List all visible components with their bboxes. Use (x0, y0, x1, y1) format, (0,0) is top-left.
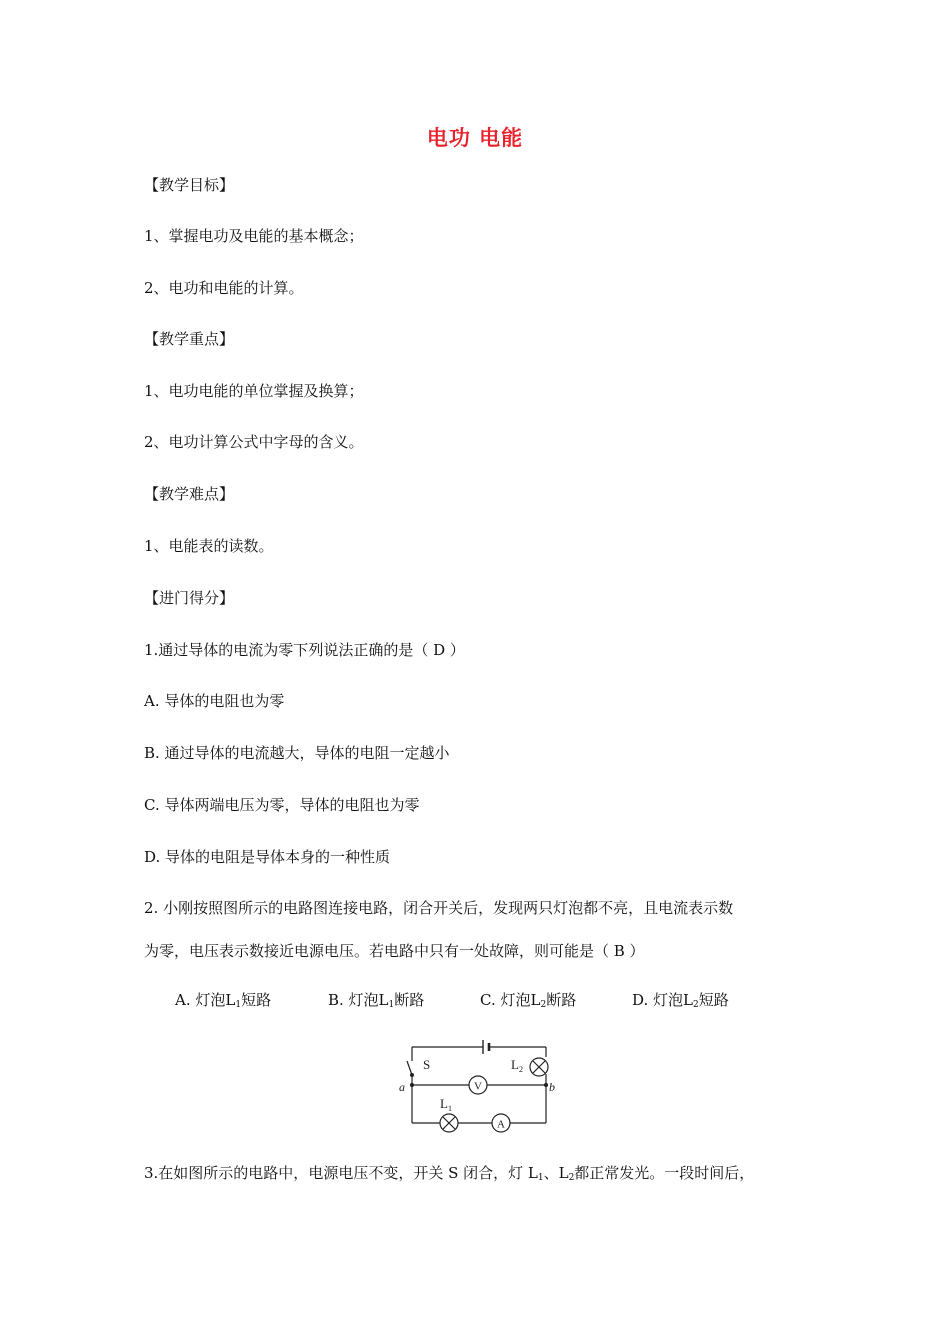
key-points-header: 【教学重点】 (144, 330, 235, 348)
lamp-l1-label: $L_1$ (440, 1096, 452, 1113)
question-2-option-a: A. 灯泡$L_1$短路 (175, 991, 272, 1010)
question-3-stem: 3.在如图所示的电路中，电源电压不变，开关 S 闭合，灯 $L_1$、$L_2$都正常发光。一段时间后， (144, 1164, 755, 1183)
question-1-stem: 1.通过导体的电流为零下列说法正确的是（ D ） (144, 641, 465, 659)
difficulties-header: 【教学难点】 (144, 485, 235, 503)
svg-text:V: V (474, 1080, 482, 1093)
key-point-item: 2、电功计算公式中字母的含义。 (144, 433, 364, 451)
question-2-option-b: B. 灯泡$L_1$断路 (328, 991, 425, 1010)
objectives-header: 【教学目标】 (144, 176, 235, 194)
node-a-dot (411, 1084, 414, 1087)
node-a-label: a (399, 1080, 405, 1094)
question-1-option-a: A. 导体的电阻也为零 (144, 692, 285, 710)
question-2-options (175, 989, 729, 1010)
question-2-stem-line1: 2. 小刚按照图所示的电路图连接电路，闭合开关后，发现两只灯泡都不亮，且电流表示数 (144, 899, 734, 917)
switch-s-blade (407, 1061, 412, 1075)
page-title: 电功 电能 (426, 126, 524, 150)
question-2-option-d: D. 灯泡$L_2$短路 (632, 991, 729, 1010)
question-1-option-b: B. 通过导体的电流越大，导体的电阻一定越小 (144, 744, 450, 762)
switch-label: S (423, 1057, 431, 1072)
lamp-l1 (440, 1114, 458, 1132)
svg-text:A: A (497, 1118, 505, 1131)
voltmeter (469, 1076, 487, 1094)
key-point-item: 1、电功电能的单位掌握及换算； (144, 382, 364, 400)
objective-item: 2、电功和电能的计算。 (144, 279, 304, 297)
node-b-dot (545, 1084, 548, 1087)
objective-item: 1、掌握电功及电能的基本概念； (144, 227, 364, 245)
lamp-l2-label: $L_2$ (511, 1057, 523, 1074)
node-b-label: b (549, 1080, 555, 1094)
question-2-stem-line2: 为零，电压表示数接近电源电压。若电路中只有一处故障，则可能是（ B ） (144, 942, 645, 960)
ammeter (492, 1114, 510, 1132)
lamp-l2 (530, 1058, 548, 1076)
question-1-option-d: D. 导体的电阻是导体本身的一种性质 (144, 848, 391, 866)
difficulty-item: 1、电能表的读数。 (144, 537, 274, 555)
question-1-option-c: C. 导体两端电压为零，导体的电阻也为零 (144, 796, 420, 814)
question-2-option-c: C. 灯泡$L_2$断路 (480, 991, 577, 1010)
entry-score-header: 【进门得分】 (144, 589, 235, 607)
circuit-diagram (393, 1033, 563, 1139)
